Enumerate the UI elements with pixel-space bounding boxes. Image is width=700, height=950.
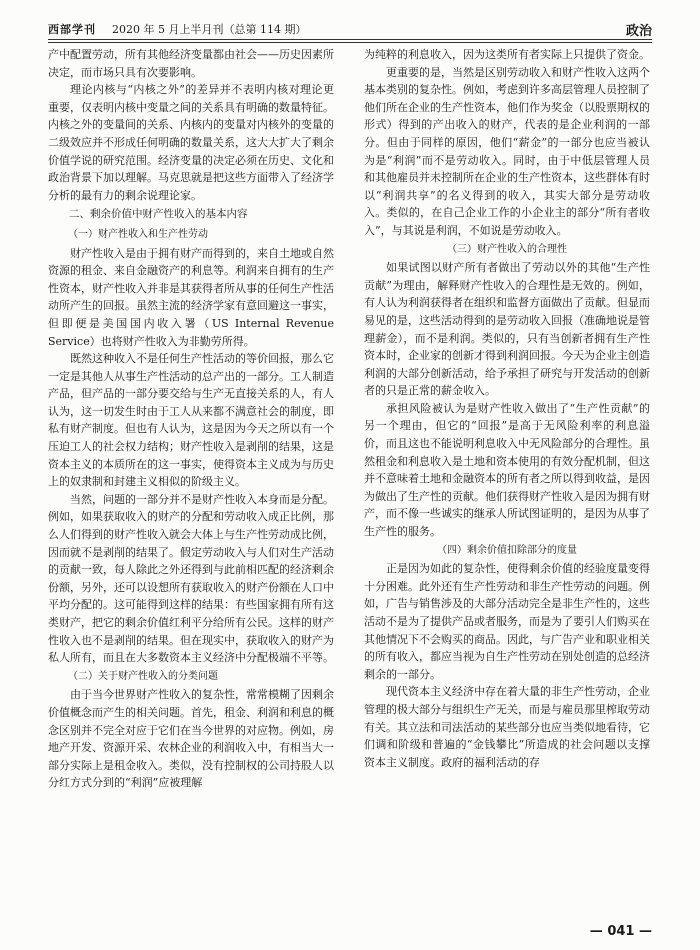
paragraph: 当然，问题的一部分并不是财产性收入本身而是分配。例如，如果获取收入的财产的分配和劳动收入成正比例，那么人们得到的财产性收入就会大体上与生产性劳动成比例，因而就不是剥削的结果了。假定劳动收入与人们对生产活动的贡献一致，每人除此之外还得到与此前相匹配的经济剩余份额，另外，还可以设想所有获取收入的财产份额在人口中平均分配的。这可能得到这样的结果：有些国家拥有所有这类财产，把它的剩余价值红利平分给所有公民。这样的财产性收入也不是剥削的结果。但在现实中，获取收入的财产为私人所有，而且在大多数资本主义经济中分配极端不平等。 <box>48 492 334 665</box>
section-heading: （二）关于财产性收入的分类问题 <box>68 670 218 682</box>
section-heading: （四）剩余价值扣除部分的度量 <box>437 544 577 556</box>
paragraph: 现代资本主义经济中存在着大量的非生产性劳动，企业管理的极大部分与组织生产无关，而是与雇员那里榨取劳动有关。其立法和司法活动的某些部分也应当类似地看待，它们调和阶级和普遍的“金钱攀比”所造成的社会问题以支撑资本主义制度。政府的福利活动的存 <box>364 685 650 769</box>
journal-brand: 西部学刊 <box>48 23 96 36</box>
section-heading: （三）财产性收入的合理性 <box>447 243 567 255</box>
right-column <box>364 46 650 771</box>
page-number: — 041 — <box>589 924 652 939</box>
paragraph: 理论内核与“内核之外”的差异并不表明内核对理论更重要，仅表明内核中变量之间的关系具有明确的数量特征。内核之外的变量间的关系、内核内的变量对内核外的变量的二级效应并不形成任何明确的数量关系，这大大扩大了剩余价值学说的研究范围。经济变量的决定必须在历史、文化和政治背景下加以理解。马克思就是把这些方面带入了经济学分析的最有力的剩余说理论家。 <box>48 83 334 202</box>
running-header <box>48 18 652 40</box>
left-column <box>48 46 334 792</box>
section-heading: （一）财产性收入和生产性劳动 <box>68 228 208 240</box>
paragraph: 如果试图以财产所有者做出了劳动以外的其他“生产性贡献”为理由，解释财产性收入的合理性是无效的。例如，有人认为利润获得者在组织和监督方面做出了贡献。但显而易见的是，这些活动得到的是劳动收入回报（准确地说是管理薪金），而不是利润。类似的，只有当创新者拥有生产性资本时，企业家的创新才得到利润回报。今天为企业主创造利润的大部分创新活动，给予承担了研究与开发活动的创新者的只是正常的薪金收入。 <box>364 261 650 398</box>
paragraph: 由于当今世界财产性收入的复杂性，常常模糊了因剩余价值概念而产生的相关问题。首先，租金、利润和利息的概念区别并不完全对应于它们在当今世界的对应物。例如，房地产开发、资源开采、农林企业的利润收入中，有相当大一部分实际上是租金收入。类似，没有控制权的公司持股人以分红方式分到的“利润”应被理解 <box>48 688 334 790</box>
paragraph: 正是因为如此的复杂性，使得剩余价值的经验度量变得十分困难。此外还有生产性劳动和非生产性劳动的问题。例如，广告与销售涉及的大部分活动完全是非生产性的，这些活动不是为了提供产品或者服务，而是为了要引人们购买在其他情况下不会购买的商品。因此，与广告产业和职业相关的所有收入，都应当视为自生产性劳动在别处创造的总经济剩余的一部分。 <box>364 562 650 681</box>
paragraph: 既然这种收入不是任何生产性活动的等价回报，那么它一定是其他人从事生产性活动的总产出的一部分。工人制造产品，但产品的一部分要交给与生产无直接关系的人，有人认为，这一切发生时由于工人从来都不满意社会的制度，即私有财产制度。但也有人认为，这是因为今天之所以有一个压迫工人的社会权力结构；财产性收入是剥削的结果，这是资本主义的本质所在的这一事实，使得资本主义成为与历史上的奴隶制和封建主义相似的阶级主义。 <box>48 352 334 489</box>
section-heading: 二、剩余价值中财产性收入的基本内容 <box>69 208 248 221</box>
section-tag: 政治 <box>625 24 652 39</box>
header-rule <box>48 39 652 40</box>
paragraph: 产中配置劳动，所有其他经济变量都由社会——历史因素所决定，而市场只具有次要影响。 <box>48 48 334 79</box>
paragraph: 更重要的是，当然是区别劳动收入和财产性收入这两个基本类别的复杂性。例如，考虑到许多高层管理人员控制了他们所在企业的生产性资本，他们作为奖金（以股票期权的形式）得到的产出收入的财产，代表的是企业利润的一部分。但由于同样的原因，他们“薪金”的一部分也应当被认为是“利润”而不是劳动收入。同时，由于中低层管理人员和其他雇员并未控制所在企业的生产性资本，这些群体有时以“利润共享”的名义得到的收入，其实大部分是劳动收入。类似的，在自己企业工作的小企业主的部分“所有者收入”，与其说是利润，不如说是劳动收入。 <box>364 65 650 237</box>
paragraph: 财产性收入是由于拥有财产而得到的，来自土地或自然资源的租金、来自金融资产的利息等。利润来自拥有的生产性资本，财产性收入并非是其获得者所从事的任何生产性活动所产生的回报。虽然主流的经济学家有意回避这一事实，但即便是美国国内收入署（US Internal Revenue Service）也将财产性收入为非勤劳所得。 <box>48 246 334 348</box>
issue-info: 2020 年 5 月上半月刊（总第 114 期） <box>112 23 307 36</box>
paragraph: 为纯粹的利息收入，因为这类所有者实际上只提供了资金。 <box>364 48 650 61</box>
header-rule-secondary <box>48 42 652 43</box>
paragraph: 承担风险被认为是财产性收入做出了“生产性贡献”的另一个理由，但它的“回报”是高于无风险利率的利息溢价，而且这也不能说明利息收入中无风险部分的合理性。虽然租金和利息收入是土地和资本使用的有效分配机制，但这并不意味着土地和金融资本的所有者之所以得到收益，是因为做出了生产性的贡献。他们获得财产性收入是因为拥有财产，而不像一些诚实的继承人所试图证明的，是因为从事了生产性的服务。 <box>364 401 650 539</box>
